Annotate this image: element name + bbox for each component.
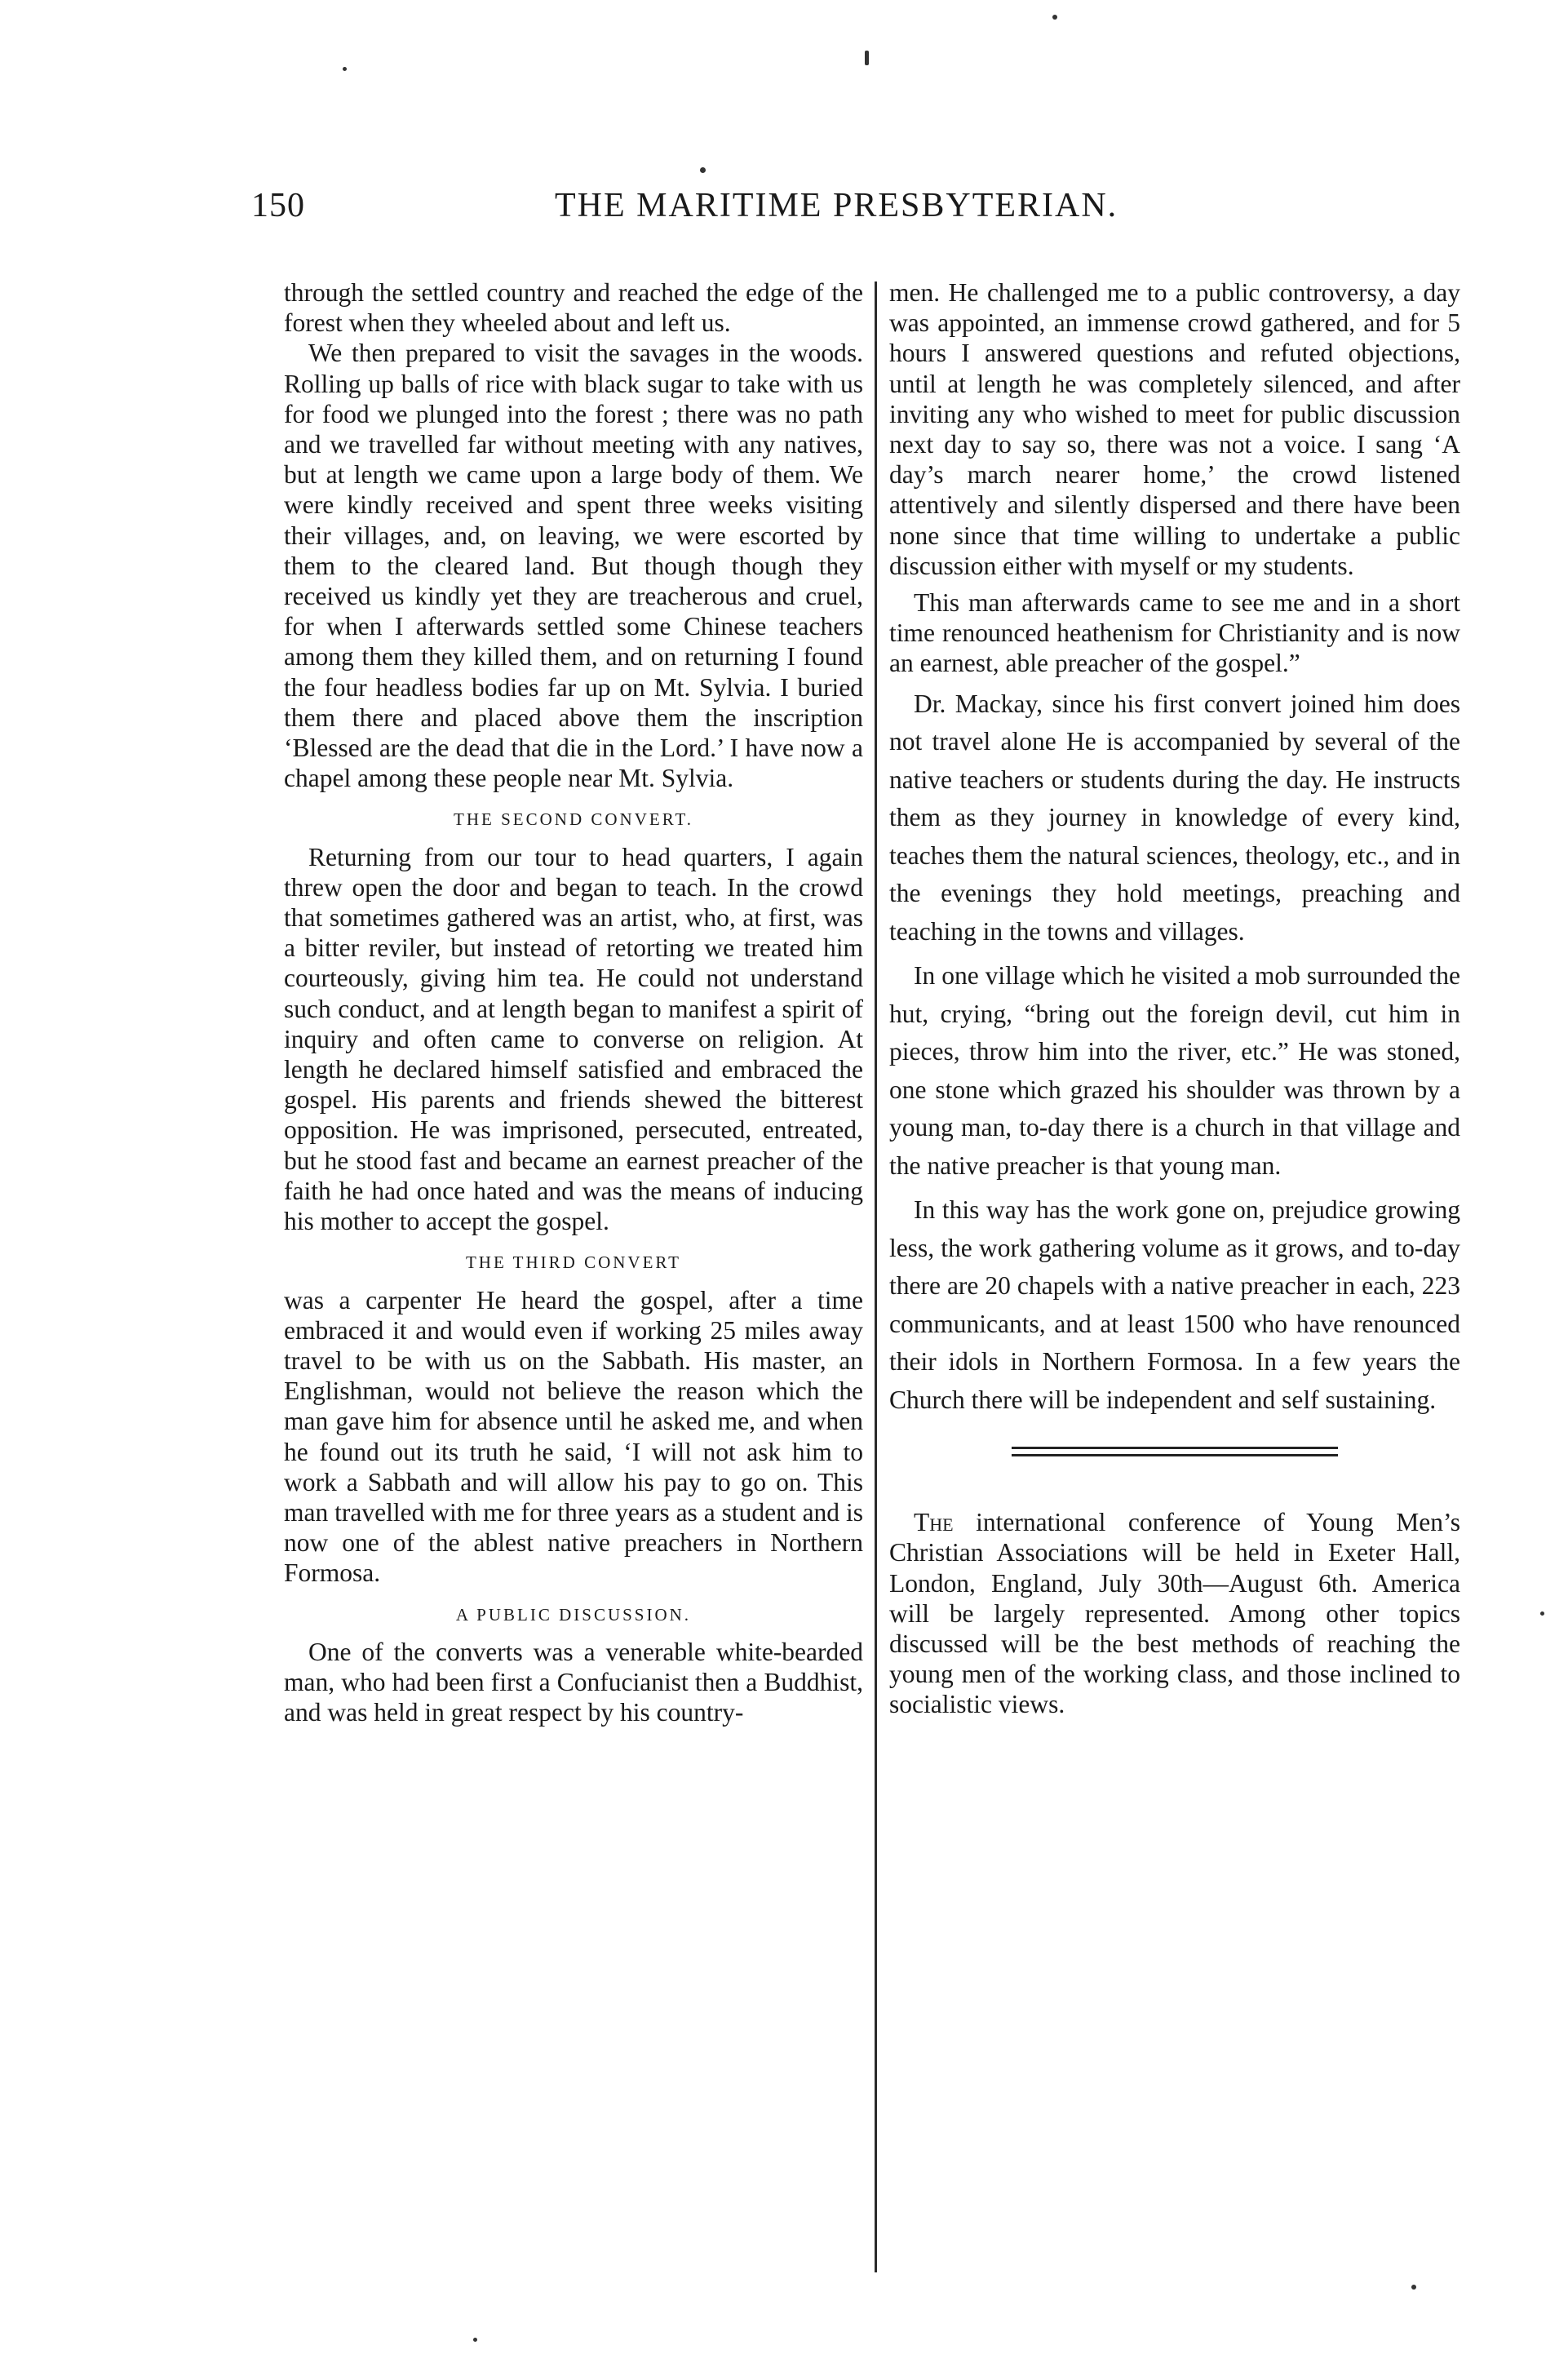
scan-speck [343, 67, 347, 71]
left-paragraph-4: was a carpenter He heard the gospel, after a time embraced it and would even if working 25 miles away travel to be with us on the Sabbath. His master, an Englishman, would not believe the reason which the man gave him for absence until he asked me, and when he found out its truth he said, ‘I will not ask him to work a Sabbath and will allow his pay to go on. This man travelled with me for three years as a student and is now one of the ablest native preachers in Northern Formosa. [284, 1285, 863, 1588]
scan-speck [1411, 2285, 1416, 2290]
right-paragraph-2: This man afterwards came to see me and in a short time renounced heathenism for Christianity and is now an earnest, able preacher of the gospel.” [889, 588, 1460, 678]
announcement-text: international conference of Young Men’s Christian Associations will be held in Exeter Hall, London, England, July 30th—August 6th. America will be largely represented. Among other topics discussed will be the best methods of reaching the young men of the working class, and those inclined to socialistic views. [889, 1508, 1461, 1719]
right-paragraph-1: men. He challenged me to a public controversy, a day was appointed, an immense crowd gathered, and for 5 hours I answered questions and refuted objections, until at length he was completely silenced, and after inviting any who wished to meet for public discussion next day to say so, there was not a voice. I sang ‘A day’s march nearer home,’ the crowd listened attentively and silently dispersed and there have been none since that time willing to undertake a public discussion either with myself or my students. [889, 278, 1460, 580]
page-number: 150 [251, 187, 305, 224]
left-paragraph-1: through the settled country and reached the edge of the forest when they wheeled about and left us. [284, 278, 863, 338]
journal-title: THE MARITIME PRESBYTERIAN. [555, 187, 1118, 224]
scan-speck [1540, 1611, 1544, 1616]
section-separator [1012, 1447, 1338, 1456]
right-paragraph-4: In one village which he visited a mob surrounded the hut, crying, “bring out the foreign devil, cut him in pieces, throw him into the river, etc.” He was stoned, one stone which grazed his shoulder was thrown by a young man, to-day there is a church in that village and the native preacher is that young man. [889, 961, 1460, 1180]
scan-speck [1052, 15, 1057, 20]
left-paragraph-5: One of the converts was a venerable white-bearded man, who had been first a Confucianist then a Buddhist, and was held in great respect by his country- [284, 1637, 863, 1727]
announcement-lead-word: The [914, 1508, 954, 1537]
right-paragraph-3: Dr. Mackay, since his first convert joined him does not travel alone He is accompanied by several of the native teachers or students during the day. He instructs them as they journey in knowledge of every kind, teaches them the natural sciences, theology, etc., and in the evenings they hold meetings, preaching and teaching in the towns and villages. [889, 689, 1460, 946]
left-paragraph-3: Returning from our tour to head quarters, I again threw open the door and began to teach. In the crowd that sometimes gathered was an artist, who, at first, was a bitter reviler, but instead of retorting we treated him courteously, giving him tea. He could not understand such conduct, and at length began to manifest a spirit of inquiry and often came to converse on religion. At length he declared himself satisfied and embraced the gospel. His parents and friends shewed the bitterest opposition. He was imprisoned, persecuted, entreated, but he stood fast and became an earnest preacher of the faith he had once hated and was the means of inducing his mother to accept the gospel. [284, 842, 863, 1236]
left-column [284, 277, 863, 1727]
heading-third-convert: THE THIRD CONVERT [465, 1252, 681, 1273]
right-column [889, 277, 1460, 1720]
scan-speck [473, 2338, 477, 2342]
heading-second-convert: THE SECOND CONVERT. [454, 809, 693, 830]
right-paragraph-5: In this way has the work gone on, prejudice growing less, the work gathering volume as it grows, and to-day there are 20 chapels with a native preacher in each, 223 communicants, and at least 1500 who have renounced their idols in Northern Formosa. In a few years the Church there will be independent and self sustaining. [889, 1195, 1460, 1414]
page-header [0, 186, 1568, 251]
scan-speck [700, 167, 706, 173]
right-paragraph-6 [889, 1507, 1460, 1719]
scan-speck [865, 51, 869, 65]
left-paragraph-2: We then prepared to visit the savages in the woods. Rolling up balls of rice with black sugar to take with us for food we plunged into the forest ; there was no path and we travelled far without meeting with any natives, but at length we came upon a large body of them. We were kindly received and spent three weeks visiting their villages, and, on leaving, we were escorted by them to the cleared land. But though though they received us kindly yet they are treacherous and cruel, for when I afterwards settled some Chinese teachers among them they killed them, and on returning I found the four headless bodies far up on Mt. Sylvia. I buried them there and placed above them the inscription ‘Blessed are the dead that die in the Lord.’ I have now a chapel among these people near Mt. Sylvia. [284, 339, 863, 793]
heading-public-discussion: A PUBLIC DISCUSSION. [455, 1604, 692, 1625]
column-divider [875, 282, 877, 2272]
